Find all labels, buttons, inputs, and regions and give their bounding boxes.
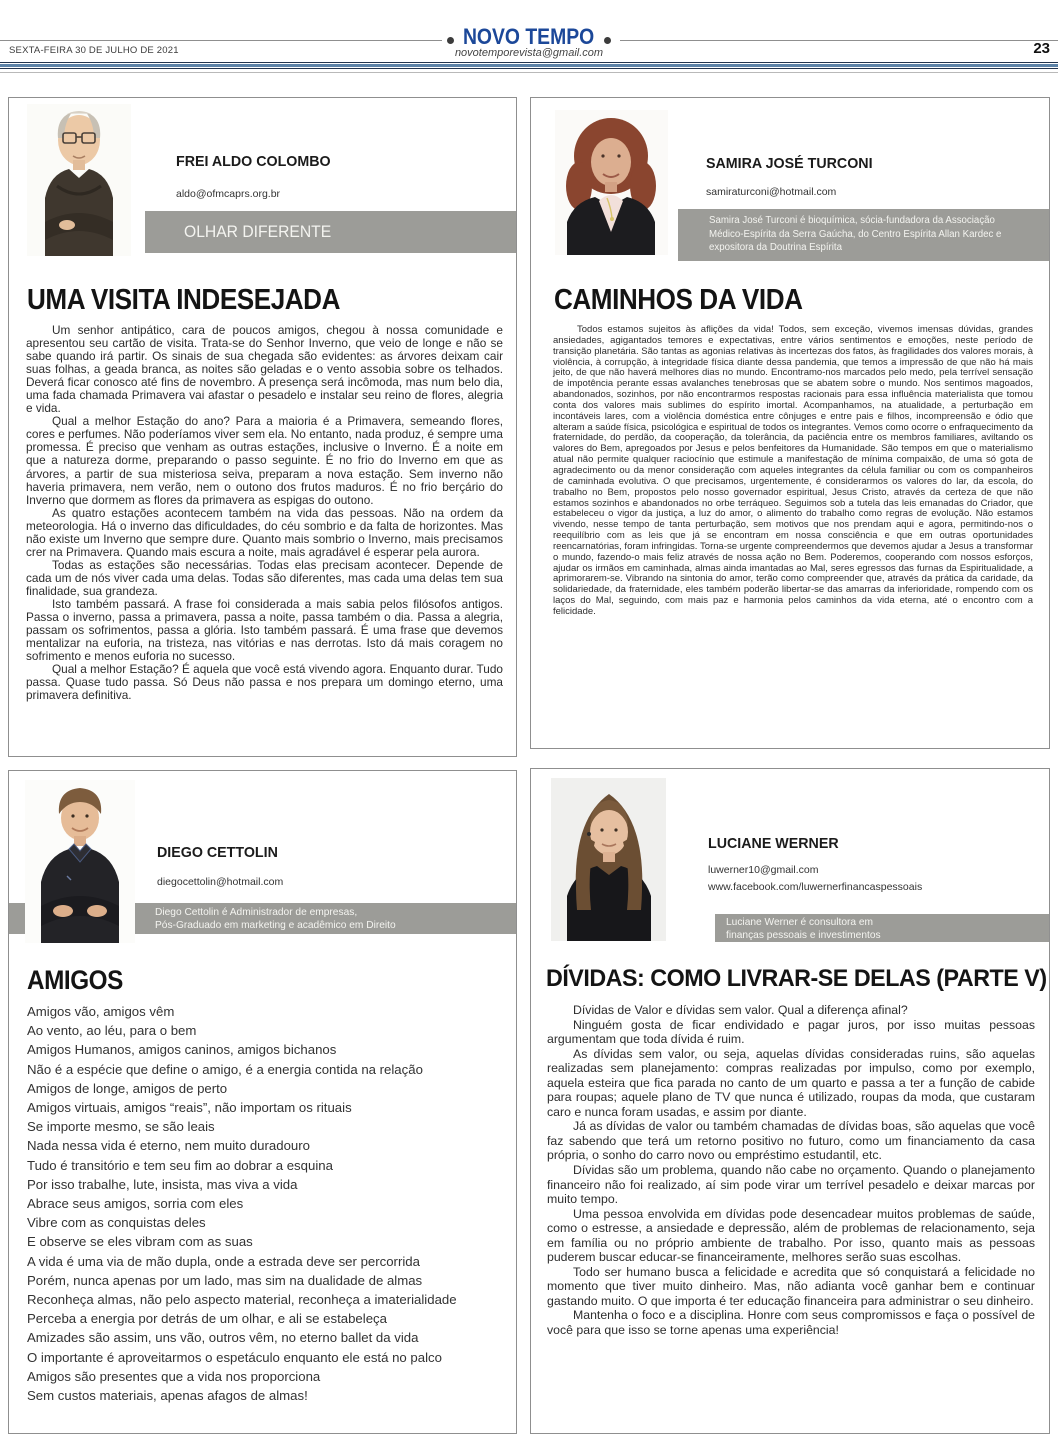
poem-line: Vibre com as conquistas deles	[27, 1215, 206, 1231]
column-dividas	[530, 768, 1050, 1434]
column-banner-text: OLHAR DIFERENTE	[184, 223, 332, 241]
page-number: 23	[1033, 40, 1050, 57]
author-name	[157, 844, 284, 861]
poem-line: Porém, nunca apenas por um lado, mas sim na dualidade de almas	[27, 1272, 423, 1288]
article-paragraph: Dívidas de Valor e dívidas sem valor. Qual a diferença afinal?	[573, 1003, 908, 1017]
author-photo-samira	[555, 110, 668, 255]
article-paragraph: Todo ser humano busca a felicidade e acredita que só conquistará a felicidade no momento que tiver muito dinheiro. Mas, não adianta você ganhar bem e continuar gastando muito. O que importa é ter educação financeira para administrar o seu dinheiro.	[547, 1264, 1035, 1308]
article-body	[26, 324, 503, 702]
poem-line: Não é a espécie que define o amigo, é a energia contida na relação	[27, 1061, 423, 1077]
masthead-email: novotemporevista@gmail.com	[454, 47, 604, 59]
poem-line: Ao vento, ao léu, para o bem	[27, 1023, 197, 1039]
banner-line: finanças pessoais e investimentos	[726, 929, 881, 941]
poem-line: Abrace seus amigos, sorria com eles	[27, 1196, 244, 1212]
author-email: samiraturconi@hotmail.com	[706, 186, 837, 198]
article-headline-text: AMIGOS	[27, 965, 123, 995]
poem-line: Tudo é transitório e tem seu fim ao dobrar a esquina	[27, 1157, 333, 1173]
poem-line: Amigos virtuais, amigos “reais”, não importam os rituais	[27, 1100, 352, 1116]
author-email: diegocettolin@hotmail.com	[157, 876, 284, 888]
article-body	[547, 1003, 1035, 1338]
author-name	[708, 835, 846, 852]
poem-line: O importante é aproveitarmos o espetáculo enquanto ele está no palco	[27, 1349, 442, 1365]
banner-line: Samira José Turconi é bioquímica, sócia-fundadora da Associação	[709, 215, 995, 226]
article-headline	[27, 284, 375, 317]
article-paragraph: Mantenha o foco e a disciplina. Honre com seus compromissos e faça o possível de você para que isso se torne apenas uma experiência!	[547, 1308, 1035, 1338]
poem-line: Reconheça almas, não pelo aspecto material, reconheça a imaterialidade	[27, 1292, 457, 1308]
poem-line: A vida é uma via de mão dupla, onde a estrada deve ser percorrida	[27, 1253, 420, 1269]
author-name-text: FREI ALDO COLOMBO	[176, 153, 331, 170]
header-separator-band	[0, 62, 1058, 69]
issue-date: SEXTA-FEIRA 30 DE JULHO DE 2021	[9, 45, 179, 56]
author-name	[706, 155, 881, 172]
poem-line: Amigos de longe, amigos de perto	[27, 1080, 228, 1096]
author-name	[176, 153, 339, 170]
author-name-text: SAMIRA JOSÉ TURCONI	[706, 155, 873, 172]
poem-line: Perceba a energia por detrás de um olhar, e ali se estabeleça	[27, 1311, 387, 1327]
column-banner	[678, 209, 1049, 261]
author-email: aldo@ofmcaprs.org.br	[176, 188, 281, 200]
article-paragraph: Isto também passará. A frase foi considerada a mais sabia pelos filósofos antigos. Passa o inverno, passa a primavera, passa a noite, passa também o dia. Passa a alegria, passam os sofrimentos, passa a glória. Isto também passará. É uma frase que devemos mentalizar na euforia, na tristeza, nas vitórias e nas derrotas. Isto dá mais coragem no sofrimento e menos euforia no sucesso.	[26, 596, 503, 664]
poem-line: Sem custos materiais, apenas afagos de almas!	[27, 1388, 308, 1404]
article-paragraph: Já as dívidas de valor ou também chamadas de dívidas boas, são aquelas que você faz sabendo que terá um retorno positivo no futuro, como um financiamento da casa própria, o sonho do carro novo ou empréstimo estudantil, etc.	[547, 1119, 1035, 1163]
article-paragraph: Dívidas são um problema, quando não cabe no orçamento. Quando o planejamento financeiro não foi realizado, aí sim pode virar um terrível pesadelo e deixar marcas por muito tempo.	[547, 1163, 1035, 1207]
article-headline	[546, 965, 1058, 993]
column-banner	[715, 914, 1049, 942]
column-caminhos-da-vida	[530, 97, 1050, 749]
article-paragraph: Um senhor antipático, cara de poucos amigos, chegou à nossa comunidade e apresentou seu cartão de visita. Trata-se do Senhor Inverno, que veio de longe e não se sabe quando irá partir. Os sinais de sua chegada são evidentes: as árvores deixam cair suas folhas, a geada branca, as noites são geladas e o vento assobia sobre os telhados. Deverá ficar conosco até fins de novembro. A presença será incômoda, mas num belo dia, uma fada chamada Primavera vai afastar o pesadelo e instalar seu reino de flores, alegria e vida.	[26, 323, 503, 416]
article-paragraph: As dívidas sem valor, ou seja, aquelas dívidas consideradas ruins, são aquelas realizadas sem planejamento: compras realizadas por impulso, como por exemplo, aquela esteira que fica parada no canto de um quarto e passa a ter a função de cabide para roupas; aquele plano de TV que nunca é utilizado, roupas da moda, que custaram caro e nunca foram usadas, e assim por diante.	[547, 1046, 1035, 1119]
masthead-title-text: NOVO TEMPO	[463, 24, 595, 49]
article-paragraph: Qual a melhor Estação do ano? Para a maioria é a Primavera, semeando flores, cores e perfumes. Não poderíamos viver sem ela. No entanto, nada produz, é sempre uma promessa. É preciso que venham as outras estações, inclusive o Inverno. É a noite em que a natureza dorme, preparando o passo seguinte. É no frio do Inverno em que as árvores, a partir de sua misteriosa seiva, preparam a nova estação. Sem inverno não haveria primavera, nem verão, nem o outono dos frutos maduros. É no frio berçário do Inverno que dormem as flores da primavera as espigas do outono.	[26, 414, 503, 507]
banner-line: Pós-Graduado em marketing e acadêmico em Direito	[155, 919, 396, 931]
article-headline	[27, 965, 134, 996]
article-paragraph: As quatro estações acontecem também na vida das pessoas. Não na ordem da meteorologia. Há o inverno das dificuldades, do céu sombrio e da falta de horizontes. Mas não existe um Inverno que sempre dure. Quanto mais sombrio o Inverno, mais precisamos crer na Primavera. Quando mais escura a noite, mais agradável é esperar pela aurora.	[26, 505, 503, 559]
article-headline-text: DÍVIDAS: COMO LIVRAR-SE DELAS (PARTE V)	[546, 965, 1047, 992]
author-email: luwerner10@gmail.com	[708, 864, 819, 876]
poem-line: Amigos vão, amigos vêm	[27, 1004, 175, 1019]
poem-line: Por isso trabalhe, lute, insista, mas viva a vida	[27, 1176, 298, 1192]
author-facebook: www.facebook.com/luwernerfinancaspessoais	[708, 881, 923, 893]
author-name-text: DIEGO CETTOLIN	[157, 844, 278, 861]
author-photo-luciane	[551, 778, 666, 941]
author-photo-diego	[25, 780, 135, 943]
header-separator-thin	[0, 72, 1058, 73]
author-photo-frei-aldo	[27, 104, 131, 256]
poem-line: Amizades são assim, uns vão, outros vêm, no eterno ballet da vida	[27, 1330, 419, 1346]
poem-line: Amigos Humanos, amigos caninos, amigos bichanos	[27, 1042, 337, 1058]
banner-line: Diego Cettolin é Administrador de empresas,	[155, 907, 358, 918]
poem-line: Nada nessa vida é eterno, nem muito duradouro	[27, 1138, 310, 1154]
article-paragraph: Todos estamos sujeitos às aflições da vida! Todos, sem exceção, vivemos imensas dúvidas, grandes ansiedades, agigantados temores e expectativas, entre vários sentimentos e emoções, neste período de transição planetária. São tantas as agonias relativas às incertezas dos fatos, às fragilidades dos valores morais, à violência, à corrupção, à integridade física diante dessa pandemia, que temos a impressão de que não há mais jeito, de que não haverá melhores dias no mundo. Encontramo-nos marcados pelo medo, pela terrível sensação de impotência perante essas avalanches tenebrosas que se abatem sobre o mundo. Nos sentimos magoados, abandonados, sozinhos, por não encontrarmos respostas racionais para essa influência materialista que tomou conta dos valores mais sublimes do espírito imortal. Acompanhamos, na atualidade, a perturbação em incontáveis lares, com a violência doméstica entre cônjuges e entre pais e filhos, incompreensão e ódio que alteram a saúde física, psicológica e espiritual de todos os integrantes. Vemos como ocorre o enfraquecimento da fraternidade, do perdão, da cooperação, da tolerância, da paciência entre os membros familiares, aviltando os valores do Bem, apregoados por Jesus e pelos benfeitores da Humanidade. São tempos em que o materialismo atual não permite qualquer raciocínio que estimule a manifestação de mínima compaixão, de uma só gota de agradecimento ou da menor consideração com aqueles integrantes da célula familiar ou com os companheiros de caminhada evolutiva. O que precisamos, urgentemente, é considerarmos os valores do lar, da escola, do trabalho no Bem, propostos pelo nosso governador espiritual, Jesus Cristo, através da certeza de que não estamos sozinhos e abandonados no orbe terráqueo. Seguimos sob a tutela das leis emanadas do Criador, que estabeleceu o vigor da justiça, a luz do amor, o alimento do trabalho como regras de evolução. Não estamos vivendo, nesse tempo de tanta perturbação, sem motivos que nos prendam aqui e agora, permitindo-nos o reequilíbrio com as leis que já se encontram em nossa consciência e que em outras oportunidades reencarnatórias, foram infringidas. Torna-se urgente compreendermos que devemos ajudar a Jesus a transformar o mundo, fazendo-o mais feliz através de nossa ação no Bem. Poderemos, cooperando com nossos esforços, ajudar os irmãos em caminhada, almas ainda imantadas ao Mal, seres egressos das furnas da Espiritualidade, a aprimorarem-se. Vibrando na sintonia do amor, terão como compreender que, através da prática da caridade, da solidariedade, da fraternidade, eles também poderão libertar-se das amarras da inferioridade, rompendo com os laços do Mal, seguindo, com mais paz e harmonia pelos caminhos da vida eterna, até o encontro com a felicidade.	[553, 324, 1033, 617]
banner-line: expositora da Doutrina Espírita	[709, 242, 843, 254]
column-banner	[145, 211, 516, 253]
banner-line: Luciane Werner é consultora em	[726, 917, 874, 928]
article-headline-text: UMA VISITA INDESEJADA	[27, 284, 340, 316]
poem-line: E observe se eles vibram com as suas	[27, 1234, 253, 1250]
article-headline-text: CAMINHOS DA VIDA	[554, 284, 803, 316]
article-headline	[554, 284, 830, 317]
article-paragraph: Todas as estações são necessárias. Todas elas precisam acontecer. Depende de cada um de nós viver cada uma delas. Todas são diferentes, mas cada uma delas tem sua finalidade, sua grandeza.	[26, 557, 503, 598]
poem-line: Se importe mesmo, se são leais	[27, 1119, 215, 1135]
poem-line: Amigos são presentes que a vida nos proporciona	[27, 1368, 321, 1384]
column-olhar-diferente	[8, 97, 517, 757]
article-body	[553, 325, 1033, 618]
article-body	[27, 1002, 507, 1405]
article-paragraph: Ninguém gosta de ficar endividado e pagar juros, por isso muitas pessoas argumentam que toda dívida é ruim.	[547, 1017, 1035, 1047]
article-paragraph: Qual a melhor Estação? É aquela que você está vivendo agora. Enquanto durar. Tudo passa. Quase tudo passa. Só Deus não passa e nos prepara um domingo eterno, uma primavera definitiva.	[26, 662, 503, 703]
article-paragraph: Uma pessoa envolvida em dívidas pode desencadear muitos problemas de saúde, como o estresse, a ansiedade e depressão, além de problemas de relacionamento, seja em família ou no próprio ambiente de trabalho. Por isso, quanto mais as pessoas puderem buscar educar-se financeiramente, melhores serão suas escolhas.	[547, 1206, 1035, 1265]
author-name-text: LUCIANE WERNER	[708, 835, 839, 852]
banner-line: Médico-Espírita da Serra Gaúcha, do Centro Espírita Allan Kardec e	[709, 228, 1002, 240]
column-amigos	[8, 770, 517, 1434]
